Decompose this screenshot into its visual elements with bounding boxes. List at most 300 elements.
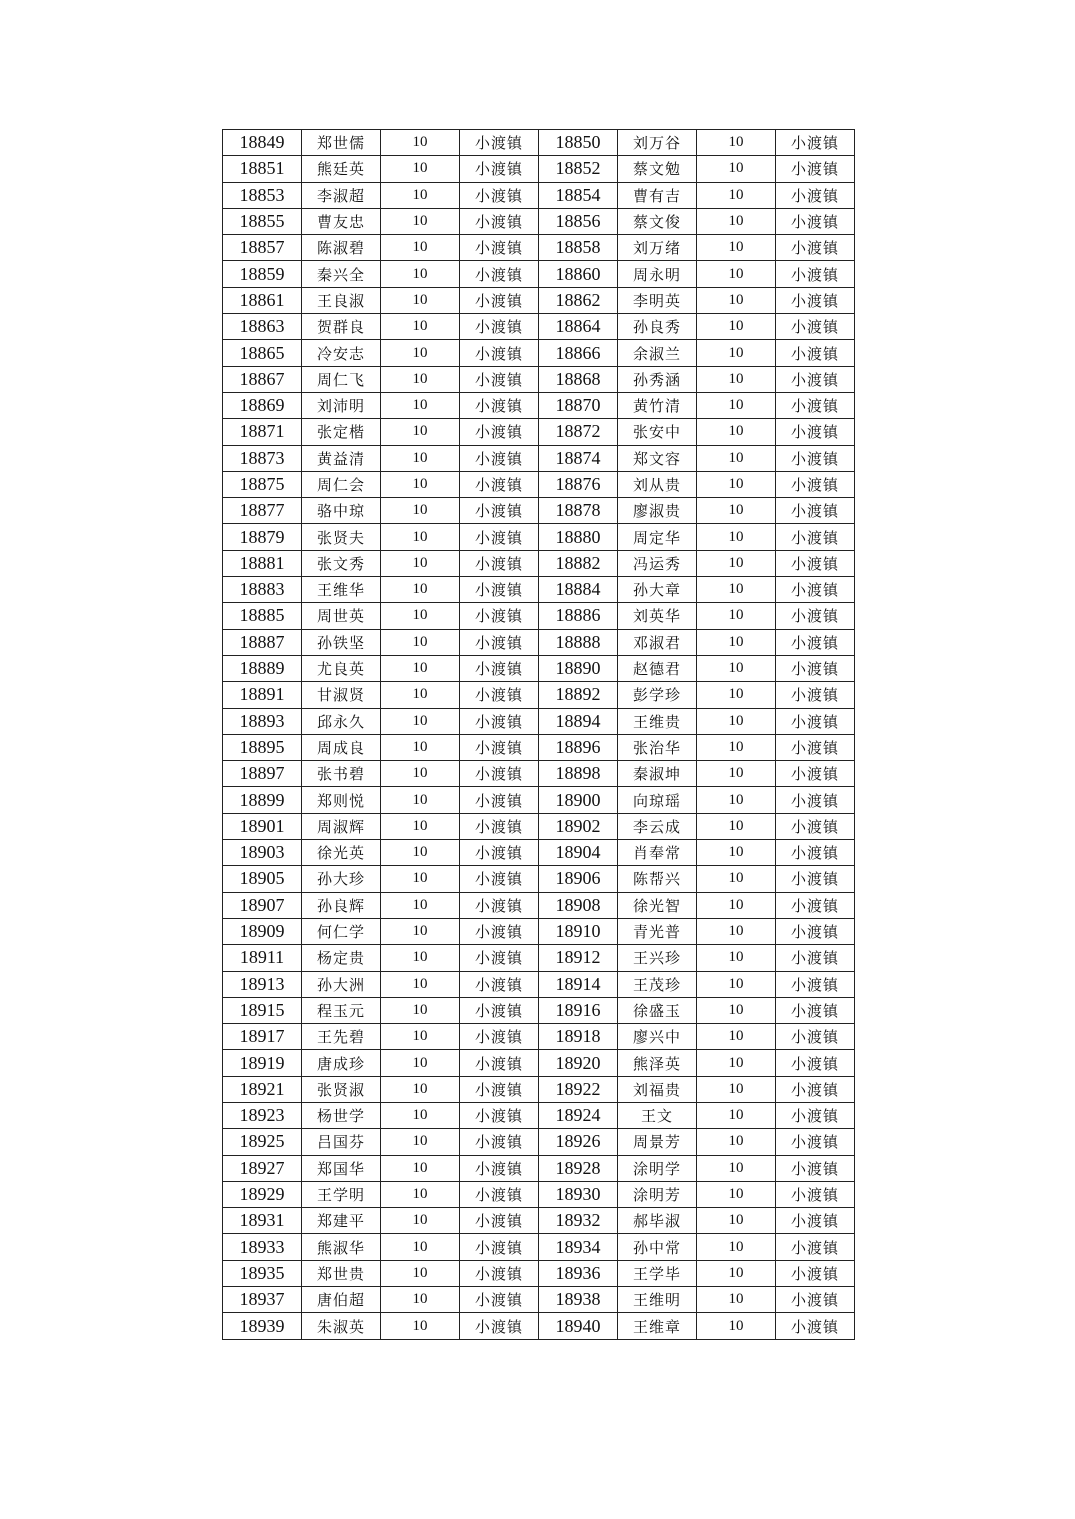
person-name-cell: 黄益清 (302, 445, 381, 471)
record-id-cell: 18939 (223, 1313, 302, 1339)
amount-value-cell: 10 (697, 1155, 776, 1181)
person-name-cell: 骆中琼 (302, 498, 381, 524)
town-name-cell: 小渡镇 (776, 971, 855, 997)
person-name-cell: 王维章 (618, 1313, 697, 1339)
table-row (223, 419, 855, 445)
record-id-cell: 18869 (223, 392, 302, 418)
town-name-cell: 小渡镇 (776, 130, 855, 156)
amount-value-cell: 10 (697, 1050, 776, 1076)
amount-value-cell: 10 (697, 1102, 776, 1128)
person-name-cell: 程玉元 (302, 997, 381, 1023)
town-name-cell: 小渡镇 (776, 1208, 855, 1234)
amount-value-cell: 10 (697, 655, 776, 681)
town-name-cell: 小渡镇 (776, 366, 855, 392)
town-name-cell: 小渡镇 (460, 997, 539, 1023)
record-id-cell: 18882 (539, 550, 618, 576)
record-id-cell: 18932 (539, 1208, 618, 1234)
table-row (223, 445, 855, 471)
amount-value-cell: 10 (381, 918, 460, 944)
record-id-cell: 18897 (223, 761, 302, 787)
amount-value-cell: 10 (381, 787, 460, 813)
record-id-cell: 18893 (223, 708, 302, 734)
town-name-cell: 小渡镇 (460, 261, 539, 287)
town-name-cell: 小渡镇 (776, 1050, 855, 1076)
town-name-cell: 小渡镇 (460, 1076, 539, 1102)
town-name-cell: 小渡镇 (776, 524, 855, 550)
person-name-cell: 周成良 (302, 734, 381, 760)
person-name-cell: 刘福贵 (618, 1076, 697, 1102)
table-row (223, 892, 855, 918)
amount-value-cell: 10 (381, 1208, 460, 1234)
town-name-cell: 小渡镇 (776, 235, 855, 261)
person-name-cell: 廖淑贵 (618, 498, 697, 524)
person-name-cell: 何仁学 (302, 918, 381, 944)
record-id-cell: 18928 (539, 1155, 618, 1181)
amount-value-cell: 10 (697, 1313, 776, 1339)
person-name-cell: 徐光智 (618, 892, 697, 918)
person-name-cell: 孙铁坚 (302, 629, 381, 655)
table-row (223, 734, 855, 760)
amount-value-cell: 10 (697, 498, 776, 524)
amount-value-cell: 10 (697, 524, 776, 550)
town-name-cell: 小渡镇 (460, 498, 539, 524)
town-name-cell: 小渡镇 (460, 314, 539, 340)
person-name-cell: 郑文容 (618, 445, 697, 471)
record-id-cell: 18909 (223, 918, 302, 944)
table-row (223, 392, 855, 418)
amount-value-cell: 10 (697, 629, 776, 655)
town-name-cell: 小渡镇 (776, 708, 855, 734)
amount-value-cell: 10 (381, 340, 460, 366)
amount-value-cell: 10 (381, 445, 460, 471)
record-id-cell: 18936 (539, 1260, 618, 1286)
town-name-cell: 小渡镇 (776, 1313, 855, 1339)
person-name-cell: 周景芳 (618, 1129, 697, 1155)
record-id-cell: 18854 (539, 182, 618, 208)
amount-value-cell: 10 (381, 1102, 460, 1128)
record-id-cell: 18927 (223, 1155, 302, 1181)
town-name-cell: 小渡镇 (776, 1260, 855, 1286)
person-name-cell: 张文秀 (302, 550, 381, 576)
record-id-cell: 18923 (223, 1102, 302, 1128)
record-id-cell: 18899 (223, 787, 302, 813)
record-id-cell: 18872 (539, 419, 618, 445)
record-id-cell: 18931 (223, 1208, 302, 1234)
person-name-cell: 郝毕淑 (618, 1208, 697, 1234)
person-name-cell: 秦兴全 (302, 261, 381, 287)
person-name-cell: 李明英 (618, 287, 697, 313)
table-row (223, 156, 855, 182)
record-id-cell: 18862 (539, 287, 618, 313)
person-name-cell: 邱永久 (302, 708, 381, 734)
person-name-cell: 周仁飞 (302, 366, 381, 392)
town-name-cell: 小渡镇 (460, 918, 539, 944)
person-name-cell: 郑国华 (302, 1155, 381, 1181)
record-id-cell: 18920 (539, 1050, 618, 1076)
amount-value-cell: 10 (697, 287, 776, 313)
amount-value-cell: 10 (381, 997, 460, 1023)
amount-value-cell: 10 (381, 682, 460, 708)
amount-value-cell: 10 (697, 130, 776, 156)
record-id-cell: 18887 (223, 629, 302, 655)
town-name-cell: 小渡镇 (460, 1102, 539, 1128)
table-row (223, 1129, 855, 1155)
town-name-cell: 小渡镇 (776, 997, 855, 1023)
record-id-cell: 18924 (539, 1102, 618, 1128)
table-row (223, 1155, 855, 1181)
town-name-cell: 小渡镇 (776, 787, 855, 813)
record-id-cell: 18878 (539, 498, 618, 524)
town-name-cell: 小渡镇 (776, 892, 855, 918)
record-id-cell: 18875 (223, 471, 302, 497)
town-name-cell: 小渡镇 (460, 945, 539, 971)
amount-value-cell: 10 (381, 1155, 460, 1181)
person-name-cell: 王先碧 (302, 1024, 381, 1050)
town-name-cell: 小渡镇 (460, 419, 539, 445)
amount-value-cell: 10 (697, 603, 776, 629)
amount-value-cell: 10 (697, 392, 776, 418)
amount-value-cell: 10 (697, 971, 776, 997)
person-name-cell: 刘从贵 (618, 471, 697, 497)
record-id-cell: 18853 (223, 182, 302, 208)
amount-value-cell: 10 (381, 287, 460, 313)
town-name-cell: 小渡镇 (460, 892, 539, 918)
person-name-cell: 徐光英 (302, 840, 381, 866)
table-row (223, 1050, 855, 1076)
person-name-cell: 郑建平 (302, 1208, 381, 1234)
table-row (223, 840, 855, 866)
person-name-cell: 廖兴中 (618, 1024, 697, 1050)
person-name-cell: 张贤夫 (302, 524, 381, 550)
town-name-cell: 小渡镇 (460, 1129, 539, 1155)
person-name-cell: 肖奉常 (618, 840, 697, 866)
record-id-cell: 18935 (223, 1260, 302, 1286)
amount-value-cell: 10 (697, 787, 776, 813)
person-name-cell: 陈帮兴 (618, 866, 697, 892)
town-name-cell: 小渡镇 (776, 655, 855, 681)
town-name-cell: 小渡镇 (460, 734, 539, 760)
person-name-cell: 余淑兰 (618, 340, 697, 366)
record-id-cell: 18914 (539, 971, 618, 997)
town-name-cell: 小渡镇 (460, 287, 539, 313)
person-name-cell: 周仁会 (302, 471, 381, 497)
record-id-cell: 18901 (223, 813, 302, 839)
town-name-cell: 小渡镇 (776, 287, 855, 313)
town-name-cell: 小渡镇 (776, 682, 855, 708)
record-id-cell: 18915 (223, 997, 302, 1023)
town-name-cell: 小渡镇 (460, 208, 539, 234)
record-id-cell: 18929 (223, 1181, 302, 1207)
amount-value-cell: 10 (697, 1181, 776, 1207)
person-name-cell: 杨定贵 (302, 945, 381, 971)
town-name-cell: 小渡镇 (776, 866, 855, 892)
amount-value-cell: 10 (697, 577, 776, 603)
record-id-cell: 18880 (539, 524, 618, 550)
person-name-cell: 王维贵 (618, 708, 697, 734)
town-name-cell: 小渡镇 (776, 340, 855, 366)
record-id-cell: 18940 (539, 1313, 618, 1339)
person-name-cell: 唐伯超 (302, 1287, 381, 1313)
town-name-cell: 小渡镇 (776, 550, 855, 576)
town-name-cell: 小渡镇 (460, 366, 539, 392)
person-name-cell: 吕国芬 (302, 1129, 381, 1155)
town-name-cell: 小渡镇 (776, 945, 855, 971)
amount-value-cell: 10 (697, 1076, 776, 1102)
table-row (223, 918, 855, 944)
town-name-cell: 小渡镇 (776, 1102, 855, 1128)
town-name-cell: 小渡镇 (460, 866, 539, 892)
record-id-cell: 18881 (223, 550, 302, 576)
person-name-cell: 张定楷 (302, 419, 381, 445)
person-name-cell: 黄竹清 (618, 392, 697, 418)
amount-value-cell: 10 (697, 366, 776, 392)
table-row (223, 603, 855, 629)
person-name-cell: 秦淑坤 (618, 761, 697, 787)
record-id-cell: 18937 (223, 1287, 302, 1313)
record-id-cell: 18908 (539, 892, 618, 918)
table-row (223, 471, 855, 497)
person-name-cell: 涂明学 (618, 1155, 697, 1181)
town-name-cell: 小渡镇 (460, 682, 539, 708)
record-id-cell: 18883 (223, 577, 302, 603)
table-row (223, 1234, 855, 1260)
amount-value-cell: 10 (381, 603, 460, 629)
person-name-cell: 孙中常 (618, 1234, 697, 1260)
town-name-cell: 小渡镇 (460, 603, 539, 629)
town-name-cell: 小渡镇 (460, 787, 539, 813)
amount-value-cell: 10 (697, 1129, 776, 1155)
town-name-cell: 小渡镇 (460, 1287, 539, 1313)
amount-value-cell: 10 (381, 1260, 460, 1286)
person-name-cell: 陈淑碧 (302, 235, 381, 261)
person-name-cell: 熊淑华 (302, 1234, 381, 1260)
record-id-cell: 18866 (539, 340, 618, 366)
table-row (223, 498, 855, 524)
record-id-cell: 18900 (539, 787, 618, 813)
town-name-cell: 小渡镇 (460, 1260, 539, 1286)
record-id-cell: 18938 (539, 1287, 618, 1313)
table-row (223, 235, 855, 261)
table-row (223, 130, 855, 156)
amount-value-cell: 10 (697, 813, 776, 839)
amount-value-cell: 10 (381, 550, 460, 576)
person-name-cell: 王学毕 (618, 1260, 697, 1286)
person-name-cell: 周淑辉 (302, 813, 381, 839)
record-id-cell: 18894 (539, 708, 618, 734)
person-name-cell: 孙大洲 (302, 971, 381, 997)
amount-value-cell: 10 (381, 182, 460, 208)
amount-value-cell: 10 (697, 997, 776, 1023)
town-name-cell: 小渡镇 (776, 840, 855, 866)
table-row (223, 261, 855, 287)
record-id-cell: 18876 (539, 471, 618, 497)
amount-value-cell: 10 (381, 392, 460, 418)
person-name-cell: 郑则悦 (302, 787, 381, 813)
person-name-cell: 贺群良 (302, 314, 381, 340)
amount-value-cell: 10 (381, 524, 460, 550)
person-name-cell: 曹友忠 (302, 208, 381, 234)
amount-value-cell: 10 (697, 156, 776, 182)
town-name-cell: 小渡镇 (460, 182, 539, 208)
amount-value-cell: 10 (697, 892, 776, 918)
person-name-cell: 彭学珍 (618, 682, 697, 708)
table-row (223, 1260, 855, 1286)
amount-value-cell: 10 (381, 813, 460, 839)
amount-value-cell: 10 (697, 419, 776, 445)
amount-value-cell: 10 (697, 1208, 776, 1234)
person-name-cell: 李云成 (618, 813, 697, 839)
record-id-cell: 18918 (539, 1024, 618, 1050)
amount-value-cell: 10 (697, 1260, 776, 1286)
amount-value-cell: 10 (381, 235, 460, 261)
amount-value-cell: 10 (697, 208, 776, 234)
record-id-cell: 18917 (223, 1024, 302, 1050)
amount-value-cell: 10 (381, 629, 460, 655)
table-row (223, 287, 855, 313)
table-row (223, 655, 855, 681)
amount-value-cell: 10 (381, 945, 460, 971)
amount-value-cell: 10 (381, 577, 460, 603)
town-name-cell: 小渡镇 (776, 918, 855, 944)
town-name-cell: 小渡镇 (776, 1234, 855, 1260)
table-row (223, 787, 855, 813)
person-name-cell: 王维明 (618, 1287, 697, 1313)
record-id-cell: 18865 (223, 340, 302, 366)
amount-value-cell: 10 (381, 761, 460, 787)
amount-value-cell: 10 (381, 261, 460, 287)
record-id-cell: 18861 (223, 287, 302, 313)
amount-value-cell: 10 (381, 419, 460, 445)
person-name-cell: 徐盛玉 (618, 997, 697, 1023)
person-name-cell: 赵德君 (618, 655, 697, 681)
town-name-cell: 小渡镇 (460, 840, 539, 866)
person-name-cell: 唐成珍 (302, 1050, 381, 1076)
record-id-cell: 18926 (539, 1129, 618, 1155)
town-name-cell: 小渡镇 (460, 1208, 539, 1234)
town-name-cell: 小渡镇 (776, 813, 855, 839)
table-row (223, 366, 855, 392)
table-row (223, 761, 855, 787)
record-id-cell: 18905 (223, 866, 302, 892)
town-name-cell: 小渡镇 (776, 498, 855, 524)
town-name-cell: 小渡镇 (776, 445, 855, 471)
town-name-cell: 小渡镇 (460, 445, 539, 471)
amount-value-cell: 10 (697, 918, 776, 944)
person-name-cell: 李淑超 (302, 182, 381, 208)
person-name-cell: 熊泽英 (618, 1050, 697, 1076)
amount-value-cell: 10 (697, 761, 776, 787)
record-id-cell: 18922 (539, 1076, 618, 1102)
table-row (223, 1181, 855, 1207)
town-name-cell: 小渡镇 (776, 1155, 855, 1181)
person-name-cell: 王兴珍 (618, 945, 697, 971)
table-row (223, 813, 855, 839)
town-name-cell: 小渡镇 (460, 471, 539, 497)
record-id-cell: 18849 (223, 130, 302, 156)
table-row (223, 550, 855, 576)
town-name-cell: 小渡镇 (460, 1234, 539, 1260)
record-id-cell: 18857 (223, 235, 302, 261)
record-id-cell: 18867 (223, 366, 302, 392)
person-name-cell: 张安中 (618, 419, 697, 445)
amount-value-cell: 10 (697, 708, 776, 734)
amount-value-cell: 10 (381, 1287, 460, 1313)
amount-value-cell: 10 (697, 840, 776, 866)
town-name-cell: 小渡镇 (460, 392, 539, 418)
table-row (223, 577, 855, 603)
amount-value-cell: 10 (697, 471, 776, 497)
amount-value-cell: 10 (381, 1181, 460, 1207)
table-row (223, 1024, 855, 1050)
record-id-cell: 18891 (223, 682, 302, 708)
town-name-cell: 小渡镇 (460, 629, 539, 655)
record-id-cell: 18863 (223, 314, 302, 340)
amount-value-cell: 10 (381, 1234, 460, 1260)
record-id-cell: 18911 (223, 945, 302, 971)
roster-table (222, 129, 855, 1340)
town-name-cell: 小渡镇 (460, 1050, 539, 1076)
record-id-cell: 18859 (223, 261, 302, 287)
town-name-cell: 小渡镇 (460, 235, 539, 261)
person-name-cell: 曹有吉 (618, 182, 697, 208)
record-id-cell: 18910 (539, 918, 618, 944)
town-name-cell: 小渡镇 (776, 1129, 855, 1155)
record-id-cell: 18860 (539, 261, 618, 287)
person-name-cell: 孙大珍 (302, 866, 381, 892)
table-row (223, 1287, 855, 1313)
person-name-cell: 向琼瑶 (618, 787, 697, 813)
table-row (223, 1208, 855, 1234)
person-name-cell: 郑世贵 (302, 1260, 381, 1286)
record-id-cell: 18902 (539, 813, 618, 839)
amount-value-cell: 10 (381, 1313, 460, 1339)
record-id-cell: 18870 (539, 392, 618, 418)
town-name-cell: 小渡镇 (776, 419, 855, 445)
person-name-cell: 张治华 (618, 734, 697, 760)
town-name-cell: 小渡镇 (460, 971, 539, 997)
person-name-cell: 涂明芳 (618, 1181, 697, 1207)
record-id-cell: 18919 (223, 1050, 302, 1076)
record-id-cell: 18855 (223, 208, 302, 234)
table-row (223, 945, 855, 971)
person-name-cell: 周永明 (618, 261, 697, 287)
amount-value-cell: 10 (381, 866, 460, 892)
amount-value-cell: 10 (697, 1287, 776, 1313)
amount-value-cell: 10 (697, 734, 776, 760)
town-name-cell: 小渡镇 (776, 577, 855, 603)
person-name-cell: 孙秀涵 (618, 366, 697, 392)
person-name-cell: 王良淑 (302, 287, 381, 313)
record-id-cell: 18868 (539, 366, 618, 392)
amount-value-cell: 10 (381, 208, 460, 234)
record-id-cell: 18913 (223, 971, 302, 997)
amount-value-cell: 10 (381, 130, 460, 156)
person-name-cell: 蔡文勉 (618, 156, 697, 182)
table-row (223, 340, 855, 366)
town-name-cell: 小渡镇 (460, 708, 539, 734)
amount-value-cell: 10 (381, 366, 460, 392)
record-id-cell: 18925 (223, 1129, 302, 1155)
table-row (223, 1102, 855, 1128)
town-name-cell: 小渡镇 (460, 340, 539, 366)
record-id-cell: 18890 (539, 655, 618, 681)
record-id-cell: 18864 (539, 314, 618, 340)
person-name-cell: 张书碧 (302, 761, 381, 787)
amount-value-cell: 10 (697, 314, 776, 340)
person-name-cell: 熊廷英 (302, 156, 381, 182)
person-name-cell: 刘沛明 (302, 392, 381, 418)
person-name-cell: 孙良辉 (302, 892, 381, 918)
